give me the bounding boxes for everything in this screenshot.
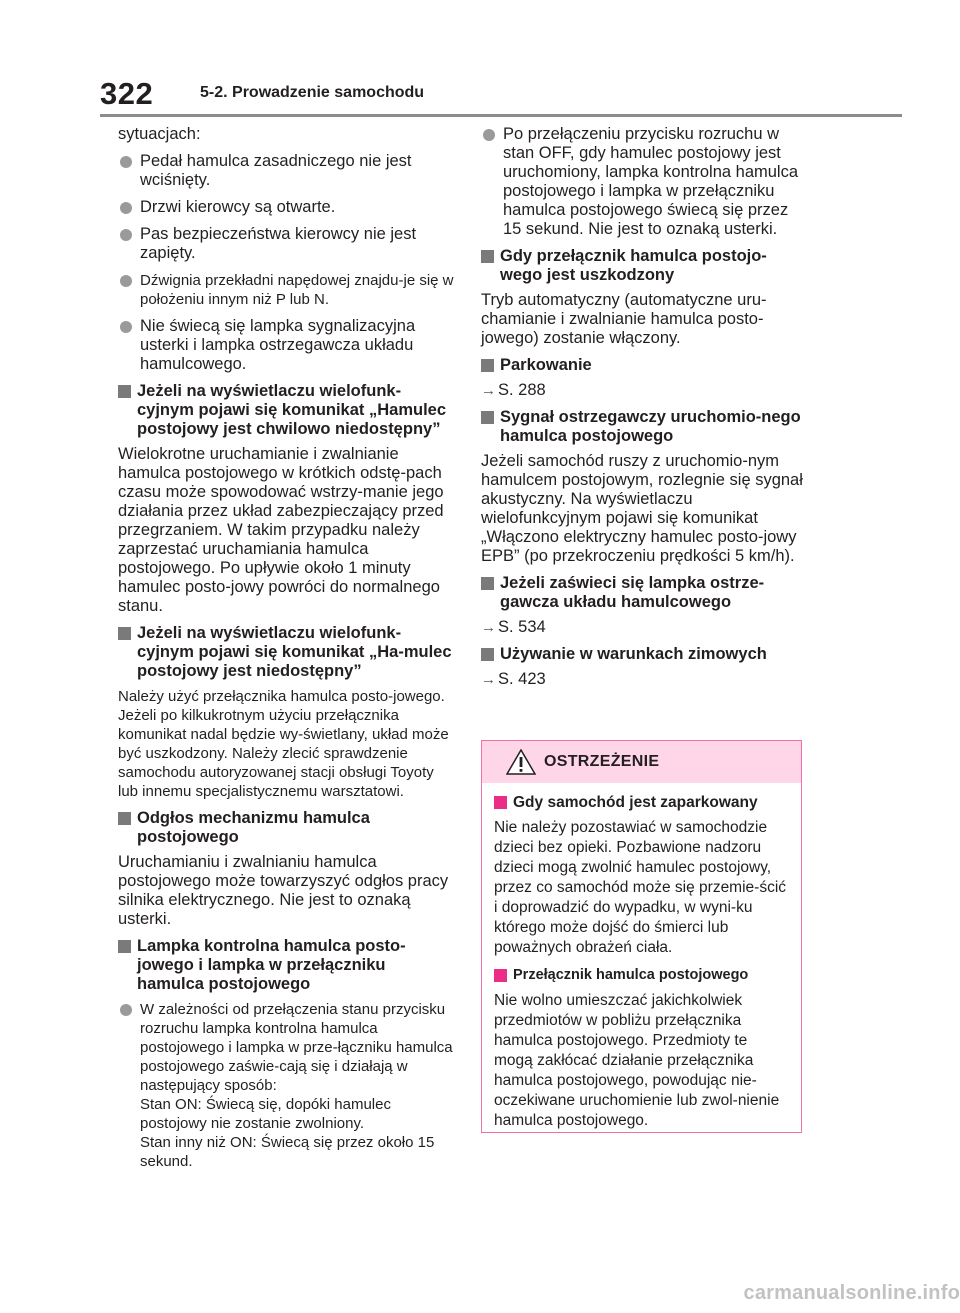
square-icon [494, 796, 507, 809]
warning-header [482, 741, 801, 783]
list-item: Nie świecą się lampka sygnalizacyjna usterki i lampka ostrzegawcza układu hamulcowego. [118, 317, 456, 374]
paragraph: Jeżeli samochód ruszy z uruchomio-nym hamulcem postojowym, rozlegnie się sygnał akustyczny. Na wyświetlaczu wielofunkcyjnym pojawi się komunikat „Włączono elektryczny hamulec posto-jowy EPB” (po przekroczeniu prędkości 5 km/h). [481, 452, 803, 565]
warning-paragraph: Nie należy pozostawiać w samochodzie dzieci bez opieki. Pozbawione nadzoru dzieci mogą zwolnić hamulec postojowy, przez co samochód może się przemie-ścić i doprowadzić do wypadku, w wyni-ku którego może dojść do śmierci lub poważnych obrażeń ciała. [494, 819, 787, 956]
bullet-icon [120, 321, 132, 333]
section-heading: Odgłos mechanizmu hamulca postojowego [118, 809, 456, 847]
bullet-icon [120, 1004, 132, 1016]
square-icon [481, 577, 494, 590]
square-icon [494, 969, 507, 982]
list-item: Pedał hamulca zasadniczego nie jest wciśnięty. [118, 152, 456, 190]
bullet-icon [120, 275, 132, 287]
section-title: 5-2. Prowadzenie samochodu [200, 84, 425, 101]
paragraph: Uruchamianiu i zwalnianiu hamulca postojowego może towarzyszyć odgłos pracy silnika elektrycznego. Nie jest to oznaką usterki. [118, 853, 449, 928]
bullet-icon [120, 156, 132, 168]
warning-box [481, 740, 802, 1133]
square-icon [118, 385, 131, 398]
bullet-icon [120, 229, 132, 241]
warning-paragraph: Nie wolno umieszczać jakichkolwiek przedmiotów w pobliżu przełącznika hamulca postojowego. Przedmioty te mogą zakłócać działanie przełącznika hamulca postojowego, powodując nie-oczekiwane uruchomienie lub zwol-nienie hamulca postojowego. [494, 992, 780, 1129]
page-reference: → S. 423 [481, 670, 546, 688]
left-column [118, 125, 456, 1179]
arrow-icon: → [481, 619, 496, 636]
warning-heading: Przełącznik hamulca postojowego [494, 966, 790, 985]
list-item: Po przełączeniu przycisku rozruchu w stan OFF, gdy hamulec postojowy jest uruchomiony, lampka kontrolna hamulca postojowego i lampka w przełączniku hamulca postojowego świecą się przez 15 sekund. Nie jest to oznaką usterki. [481, 125, 806, 239]
list-item: Dźwignia przekładni napędowej znajdu-je się w położeniu innym niż P lub N. [118, 271, 456, 309]
section-heading: Gdy przełącznik hamulca postojo-wego jest uszkodzony [481, 247, 806, 285]
page-reference: → S. 534 [481, 618, 546, 636]
page-header [100, 76, 910, 116]
list-item: W zależności od przełączenia stanu przycisku rozruchu lampka kontrolna hamulca postojowego i lampka w prze-łączniku hamulca postojowego zaświe-cają się i działają w następujący sposób: Stan ON: Świecą się, dopóki hamulec postojowy nie zostanie zwolniony. Stan inny niż ON: Świecą się przez około 15 sekund. [118, 1000, 456, 1171]
square-icon [481, 648, 494, 661]
section-heading: Sygnał ostrzegawczy uruchomio-nego hamulca postojowego [481, 408, 806, 446]
arrow-icon: → [481, 382, 496, 399]
section-heading: Jeżeli zaświeci się lampka ostrze-gawcza układu hamulcowego [481, 574, 806, 612]
warning-heading: Gdy samochód jest zaparkowany [494, 793, 790, 812]
state-on-text: Stan ON: Świecą się, dopóki hamulec postojowy nie zostanie zwolniony. [140, 1096, 391, 1132]
square-icon [481, 250, 494, 263]
arrow-icon: → [481, 671, 496, 688]
section-heading: Używanie w warunkach zimowych [481, 645, 806, 664]
intro-text: sytuacjach: [118, 125, 201, 143]
page-number: 322 [100, 76, 154, 111]
square-icon [118, 812, 131, 825]
paragraph: Należy użyć przełącznika hamulca posto-jowego. Jeżeli po kilkukrotnym użyciu przełącznika komunikat nadal będzie wy-świetlany, układ może być uszkodzony. Należy zlecić sprawdzenie samochodu autoryzowanej stacji obsługi Toyoty lub innemu specjalistycznemu warsztatowi. [118, 688, 449, 800]
section-heading: Jeżeli na wyświetlaczu wielofunk-cyjnym pojawi się komunikat „Ha-mulec postojowy jest niedostępny” [118, 624, 456, 681]
square-icon [481, 359, 494, 372]
state-other-text: Stan inny niż ON: Świecą się przez około 15 sekund. [140, 1134, 435, 1170]
list-item: Drzwi kierowcy są otwarte. [118, 198, 456, 217]
page-reference: → S. 288 [481, 381, 546, 399]
warning-triangle-icon [506, 749, 536, 775]
section-heading: Jeżeli na wyświetlaczu wielofunk-cyjnym pojawi się komunikat „Hamulec postojowy jest chwilowo niedostępny” [118, 382, 456, 439]
square-icon [118, 940, 131, 953]
footer-watermark: carmanualsonline.info [743, 1282, 960, 1304]
square-icon [481, 411, 494, 424]
bullet-icon [483, 129, 495, 141]
paragraph: Wielokrotne uruchamianie i zwalnianie hamulca postojowego w krótkich odstę-pach czasu może spowodować wstrzy-manie jego działania przez układ zabezpieczający przed przegrzaniem. W takim przypadku należy zaprzestać uruchamiania hamulca postojowego. Po upływie około 1 minuty hamulec posto-jowy powróci do normalnego stanu. [118, 445, 444, 615]
header-divider [100, 114, 902, 117]
warning-body [494, 793, 790, 1139]
warning-title: OSTRZEŻENIE [544, 753, 660, 770]
section-heading: Lampka kontrolna hamulca posto-jowego i lampka w przełączniku hamulca postojowego [118, 937, 456, 994]
paragraph: Tryb automatyczny (automatyczne uru-chamianie i zwalnianie hamulca posto-jowego) zostanie włączony. [481, 291, 767, 347]
right-column [481, 125, 806, 697]
square-icon [118, 627, 131, 640]
bullet-icon [120, 202, 132, 214]
list-item: Pas bezpieczeństwa kierowcy nie jest zapięty. [118, 225, 456, 263]
section-heading: Parkowanie [481, 356, 806, 375]
